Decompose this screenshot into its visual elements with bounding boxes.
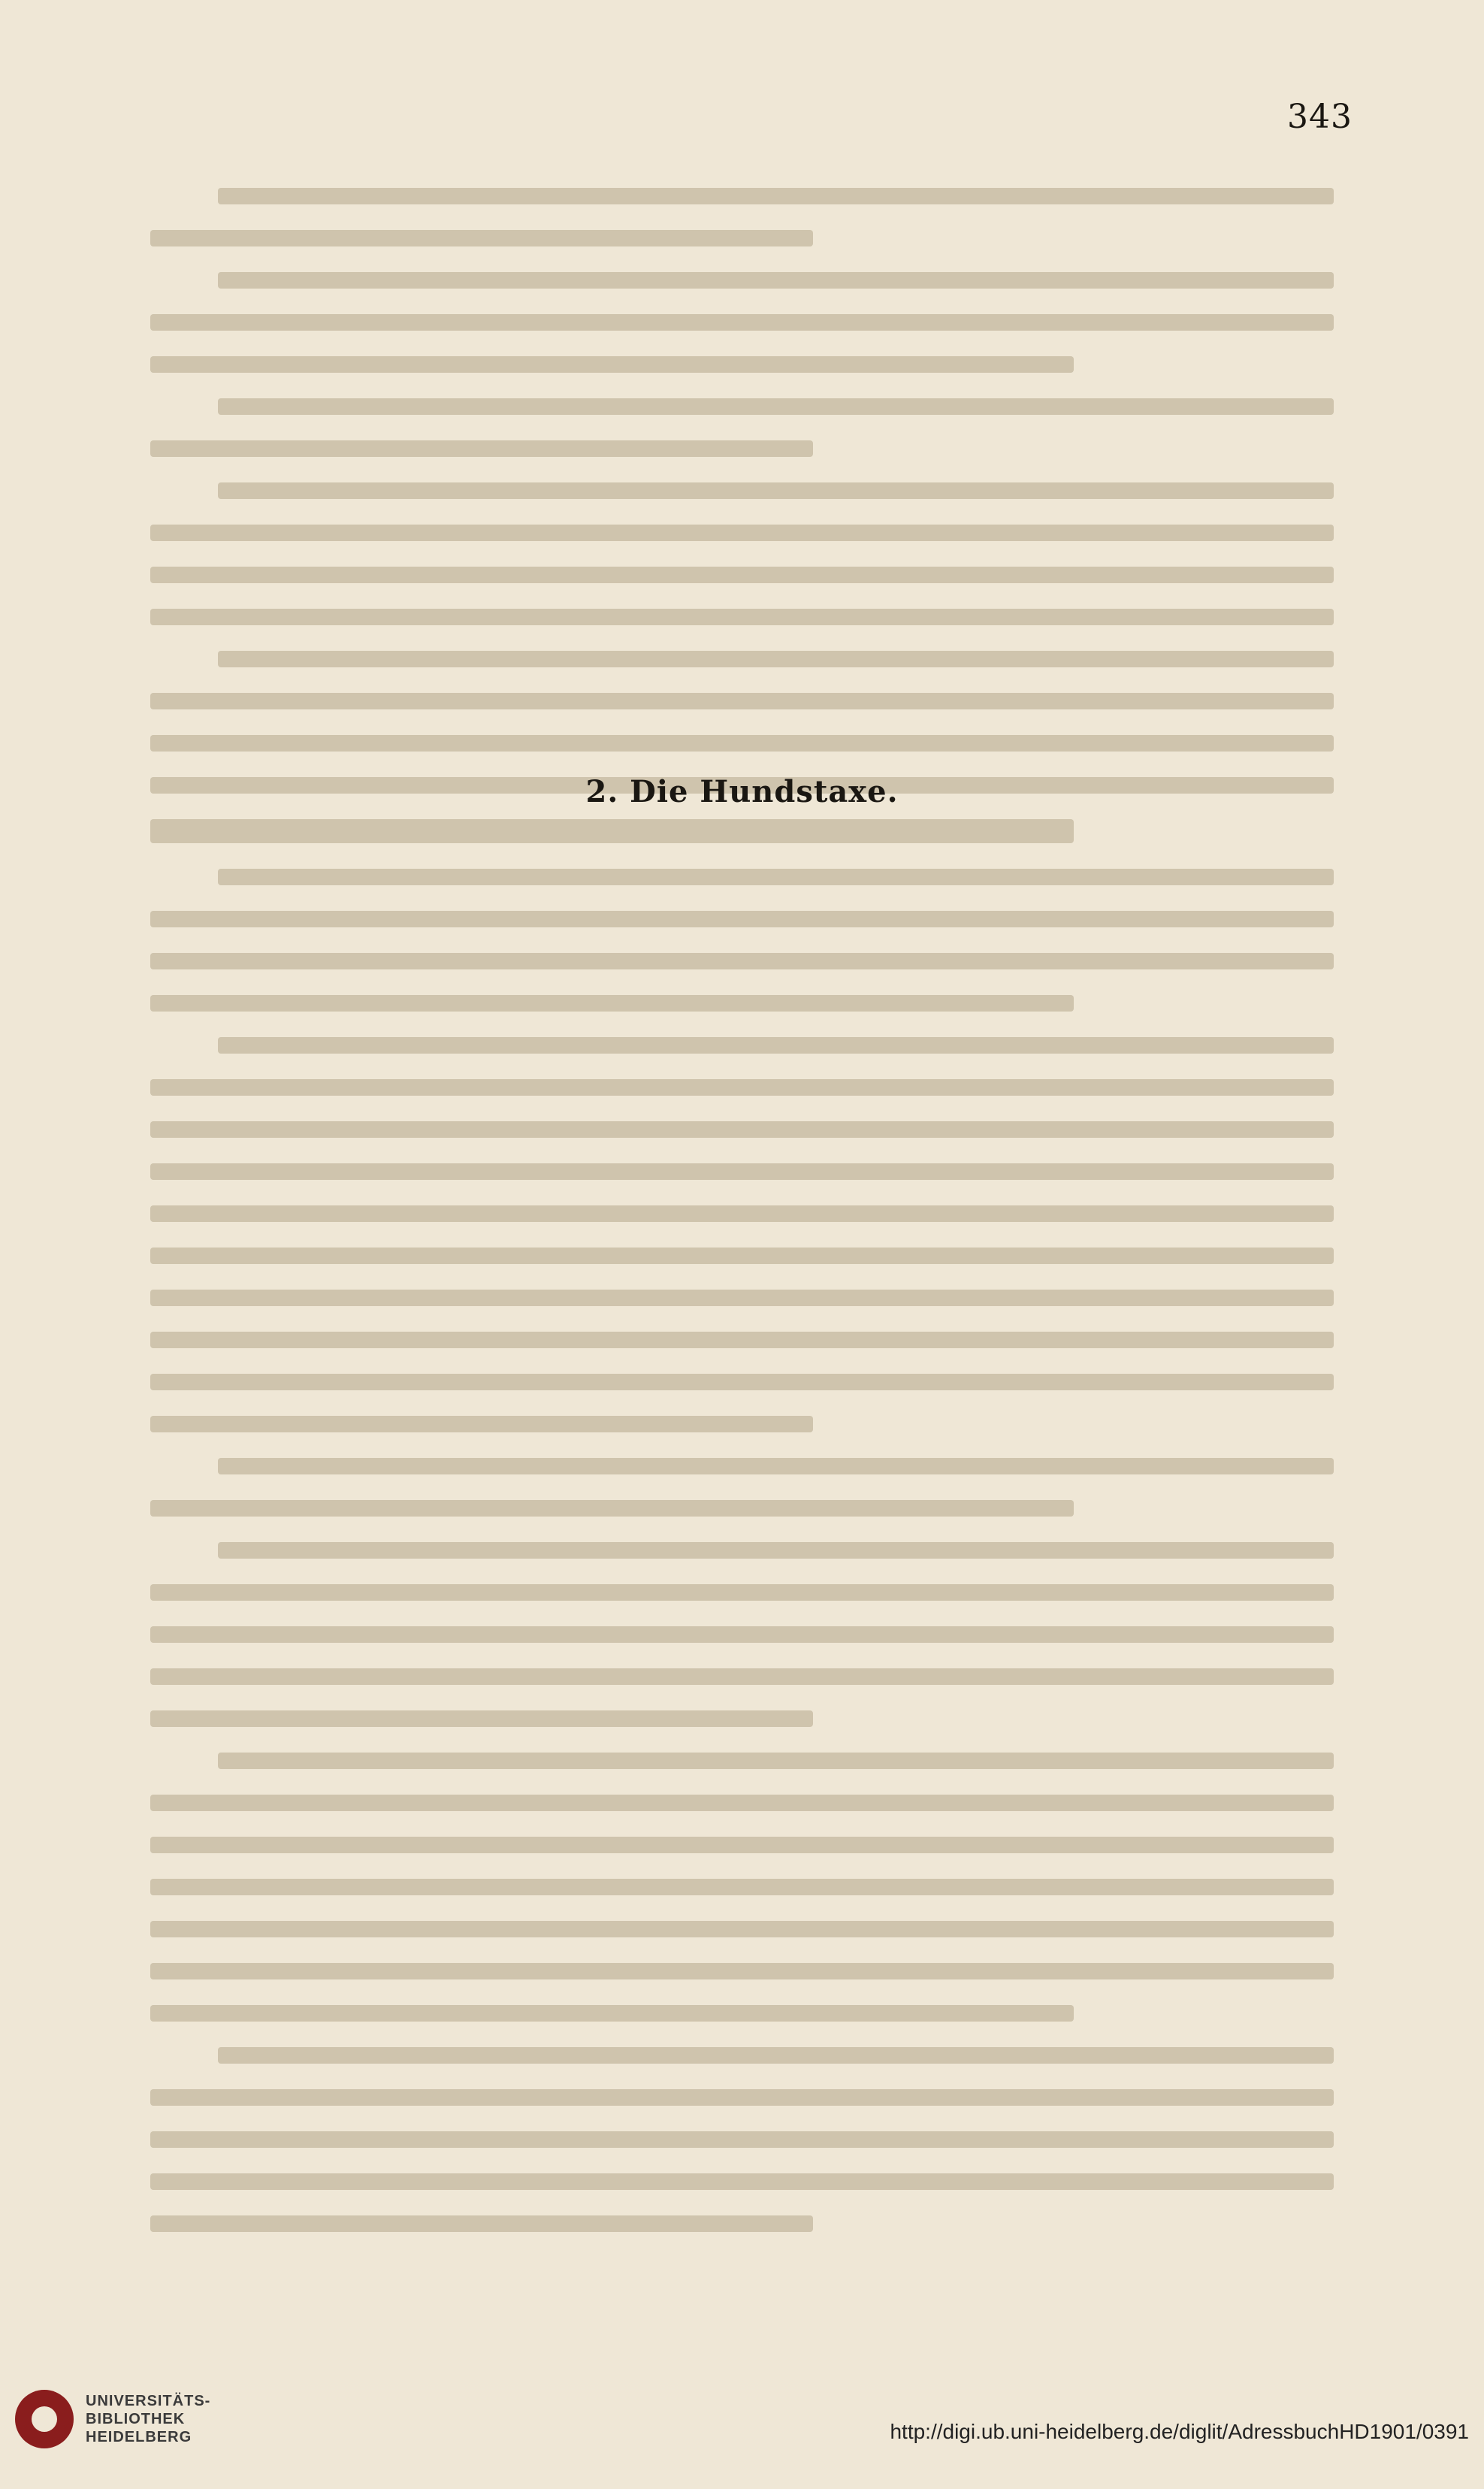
section-heading: 2. Die Hundstaxe.	[585, 774, 899, 809]
page-number: 343	[1287, 98, 1353, 136]
library-logo	[15, 2390, 210, 2448]
body-text-lower	[150, 827, 1334, 2258]
body-text-upper	[150, 188, 1334, 861]
footer-url[interactable]: http://digi.ub.uni-heidelberg.de/diglit/AdressbuchHD1901/0391	[890, 2420, 1469, 2443]
library-name: UNIVERSITÄTS- BIBLIOTHEK HEIDELBERG	[86, 2393, 211, 2445]
library-seal-icon	[15, 2390, 74, 2448]
